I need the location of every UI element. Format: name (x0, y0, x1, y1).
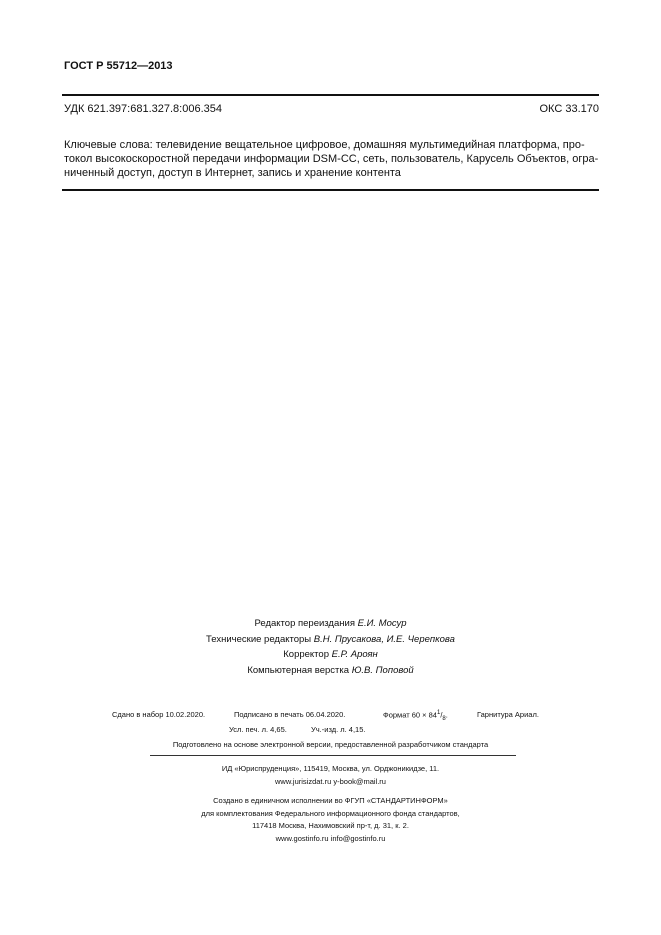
editor-line: Редактор переиздания Е.И. Мосур (254, 618, 407, 629)
created-address-line: 117418 Москва, Нахимовский пр-т, д. 31, к. 2. (252, 821, 409, 830)
keywords-line: токол высокоскоростной передачи информации DSM-CC, сеть, пользователь, Карусель Объектов, огра- (64, 153, 599, 165)
created-line: Создано в единичном исполнении во ФГУП «СТАНДАРТИНФОРМ» (213, 796, 448, 805)
keywords-bottom-rule (62, 189, 599, 191)
layout-line: Компьютерная верстка Ю.В. Поповой (247, 664, 414, 676)
top-rule (62, 94, 599, 96)
publisher-contacts: www.jurisizdat.ru y-book@mail.ru (275, 777, 386, 786)
created-info (0, 794, 661, 820)
classification-row (64, 103, 599, 115)
layout-name: Ю.В. Поповой (351, 664, 414, 676)
publisher-sheets: Уч.-изд. л. 4,15. (311, 725, 366, 734)
credits-block (0, 616, 661, 678)
format-info: Формат $60 \times 84^1/_8$. (383, 710, 448, 722)
keywords-block (64, 138, 599, 180)
prepared-note: Подготовлено на основе электронной версии, предоставленной разработчиком стандарта (172, 740, 489, 749)
udk-code: УДК 621.397:681.327.8:006.354 (64, 103, 222, 115)
print-sheets: Усл. печ. л. 4,65. (229, 725, 287, 734)
corrector-name: Е.Р. Ароян (331, 649, 378, 660)
created-line: для комплектования Федерального информационного фонда стандартов, (201, 809, 460, 818)
created-address (0, 819, 661, 845)
publisher-info (0, 762, 661, 788)
oks-code: ОКС 33.170 (539, 103, 599, 115)
tech-editor-names: В.Н. Прусакова, И.Е. Черепкова (313, 633, 455, 645)
corrector-line: Корректор Е.Р. Ароян (283, 649, 378, 660)
standard-number: ГОСТ Р 55712—2013 (64, 60, 173, 72)
typeset-date: Сдано в набор 10.02.2020. (112, 710, 206, 719)
signed-date: Подписано в печать 06.04.2020. (234, 710, 346, 719)
created-contacts: www.gostinfo.ru info@gostinfo.ru (275, 834, 386, 843)
prepared-rule (150, 755, 516, 756)
editor-name: Е.И. Мосур (357, 618, 407, 629)
keywords-line: Ключевые слова: телевидение вещательное цифровое, домашняя мультимедийная платформа, про- (64, 139, 585, 151)
font-info: Гарнитура Ариал. (477, 710, 539, 719)
tech-editors-line: Технические редакторы В.Н. Прусакова, И.Е. Черепкова (206, 633, 455, 645)
publisher-address: ИД «Юриспруденция», 115419, Москва, ул. Орджоникидзе, 11. (221, 764, 440, 773)
keywords-line: ниченный доступ, доступ в Интернет, запись и хранение контента (64, 167, 401, 179)
